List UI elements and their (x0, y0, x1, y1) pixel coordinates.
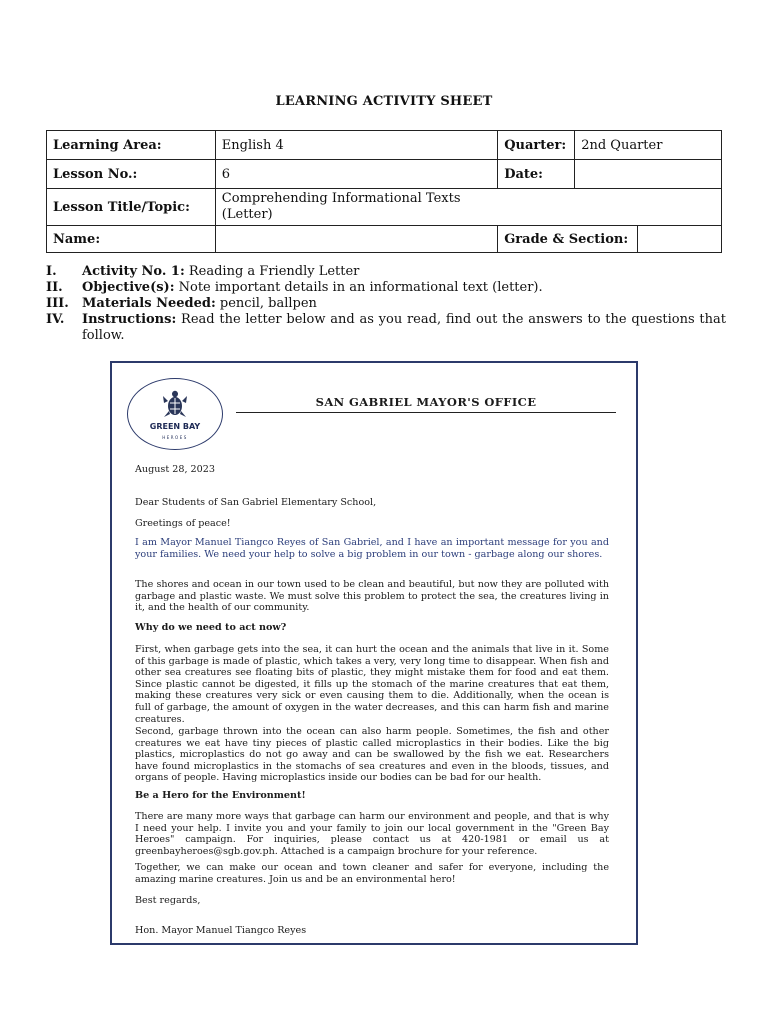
list-item (46, 312, 726, 344)
lesson-title-label: Lesson Title/Topic: (47, 189, 216, 226)
date-label: Date: (498, 160, 575, 189)
letter-signature: Hon. Mayor Manuel Tiangco Reyes (135, 925, 307, 936)
item-number: III. (46, 296, 69, 311)
name-field[interactable] (215, 226, 497, 253)
table-row (47, 131, 722, 160)
quarter-label: Quarter: (498, 131, 575, 160)
quarter-value: 2nd Quarter (575, 131, 722, 160)
list-item (46, 280, 726, 296)
letter-heading: Why do we need to act now? (135, 622, 287, 633)
date-field[interactable] (575, 160, 722, 189)
item-text: pencil, ballpen (215, 296, 317, 311)
activity-items (46, 264, 726, 344)
lesson-title-line1: Comprehending Informational Texts (221, 191, 461, 206)
letter-heading: Be a Hero for the Environment! (135, 790, 306, 801)
learning-area-label: Learning Area: (47, 131, 216, 160)
list-item (46, 296, 726, 312)
item-label: Materials Needed: (82, 296, 216, 311)
letter-paragraph: Second, garbage thrown into the ocean can also harm people. Sometimes, the fish and other creatures we eat have tiny pieces of plastic called microplastics in their bodies. Like the big plastics, microplastics do not go away and can be swallowed by the fish we eat. Researchers have found microplastics in the stomachs of sea creatures and even in the bloods, tissues, and organs of people. Having microplastics inside our bodies can be bad for our health. (135, 726, 609, 784)
item-label: Objective(s): (82, 280, 175, 295)
logo-text: GREEN BAY (149, 422, 201, 431)
table-row (47, 160, 722, 189)
lesson-no-value: 6 (215, 160, 497, 189)
lesson-title-line2: (Letter) (221, 207, 273, 222)
letter-paragraph: There are many more ways that garbage can harm our environment and people, and that is why I need your help. I invite you and your family to join our local government in the "Green Bay Heroes" campaign. For inquiries, please contact us at 420-1981 or email us at greenbayheroes@sgb.gov.ph. Attached is a campaign brochure for your reference. (135, 811, 609, 857)
letter-image (110, 361, 638, 945)
grade-section-label: Grade & Section: (498, 226, 638, 253)
item-number: I. (46, 264, 57, 279)
letter-paragraph: The shores and ocean in our town used to be clean and beautiful, but now they are polluted with garbage and plastic waste. We must solve this problem to protect the sea, the creatures living in it, and the health of our community. (135, 579, 609, 614)
item-label: Activity No. 1: (82, 264, 185, 279)
table-row (47, 189, 722, 226)
item-text: Reading a Friendly Letter (184, 264, 360, 279)
letter-paragraph: Together, we can make our ocean and town cleaner and safer for everyone, including the amazing marine creatures. Join us and be an environmental hero! (135, 862, 609, 885)
list-item (46, 264, 726, 280)
letter-date: August 28, 2023 (135, 464, 215, 475)
lesson-no-label: Lesson No.: (47, 160, 216, 189)
item-number: IV. (46, 312, 65, 327)
letter-closing: Best regards, (135, 895, 201, 906)
item-text: Note important details in an informational text (letter). (174, 280, 543, 295)
turtle-icon (163, 390, 187, 420)
letter-paragraph: I am Mayor Manuel Tiangco Reyes of San Gabriel, and I have an important message for you and your families. We need your help to solve a big problem in our town - garbage along our shores. (135, 537, 609, 560)
grade-section-field[interactable] (638, 226, 722, 253)
item-text: Read the letter below and as you read, find out the answers to the questions that follow. (82, 312, 726, 343)
letter-greeting: Greetings of peace! (135, 518, 231, 529)
sheet-title: LEARNING ACTIVITY SHEET (275, 94, 493, 109)
letter-paragraph: First, when garbage gets into the sea, it can hurt the ocean and the animals that live in it. Some of this garbage is made of plastic, which takes a very, very long time to disappear. When fish and other sea creatures see floating bits of plastic, they might mistake them for food and eat them. Since plastic cannot be digested, it fills up the stomach of the marine creatures that eat them, making these creatures very sick or even causing them to die. Additionally, when the ocean is full of garbage, the amount of oxygen in the water decreases, and this can harm fish and marine creatures. (135, 644, 609, 725)
lesson-title-value (215, 189, 721, 226)
table-row (47, 226, 722, 253)
lesson-info-table (46, 130, 722, 253)
name-label: Name: (47, 226, 216, 253)
letter-salutation: Dear Students of San Gabriel Elementary School, (135, 497, 377, 508)
item-number: II. (46, 280, 63, 295)
item-label: Instructions: (82, 312, 177, 327)
office-title: SAN GABRIEL MAYOR'S OFFICE (236, 397, 616, 413)
learning-area-value: English 4 (215, 131, 497, 160)
green-bay-heroes-logo (127, 378, 223, 450)
logo-subtext: HEROES (162, 435, 188, 440)
